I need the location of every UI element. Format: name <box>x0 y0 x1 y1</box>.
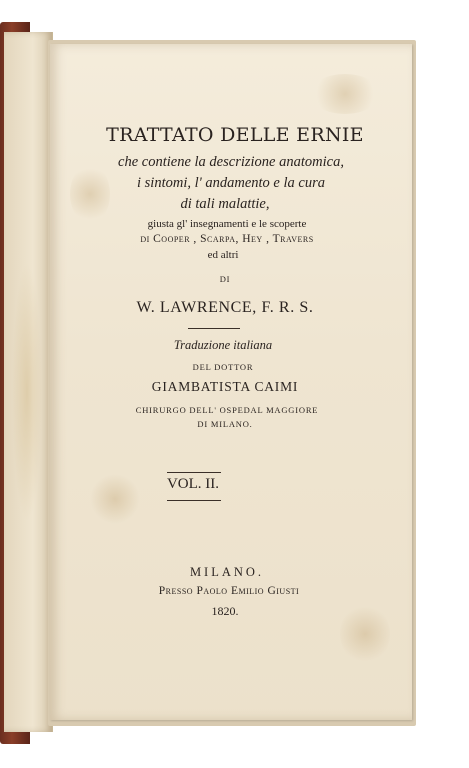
by-word: DI <box>219 274 231 284</box>
subtitle-line-4: giusta gl' insegnamenti e le scoperte <box>147 218 307 230</box>
translator-prefix: DEL DOTTOR <box>192 362 254 372</box>
volume-rule-top <box>167 472 221 473</box>
subtitle-line-5: di Cooper , Scarpa, Hey , Travers <box>140 233 314 245</box>
translator-role-2: DI MILANO. <box>197 419 253 429</box>
translator-name: GIAMBATISTA CAIMI <box>151 379 299 394</box>
subtitle-line-3: di tali malattie, <box>180 196 270 212</box>
title-page <box>50 44 412 720</box>
imprint-publisher: Presso Paolo Emilio Giusti <box>158 585 300 597</box>
subtitle-line-1: che contiene la descrizione anatomica, <box>118 154 344 170</box>
book-title: TRATTATO DELLE ERNIE <box>106 124 364 146</box>
imprint-city: MILANO. <box>189 565 265 579</box>
subtitle-line-2: i sintomi, l' andamento e la cura <box>137 175 325 191</box>
volume-rule-bottom <box>167 500 221 501</box>
translator-role-1: CHIRURGO DELL' OSPEDAL MAGGIORE <box>135 405 319 415</box>
volume-label: VOL. II. <box>166 476 220 492</box>
imprint-year: 1820. <box>211 604 239 618</box>
separator-rule <box>188 328 240 329</box>
translation-note: Traduzione italiana <box>173 338 273 352</box>
author-name: W. LAWRENCE, F. R. S. <box>136 299 314 316</box>
title-page-text <box>50 44 412 720</box>
subtitle-line-6: ed altri <box>207 249 239 261</box>
